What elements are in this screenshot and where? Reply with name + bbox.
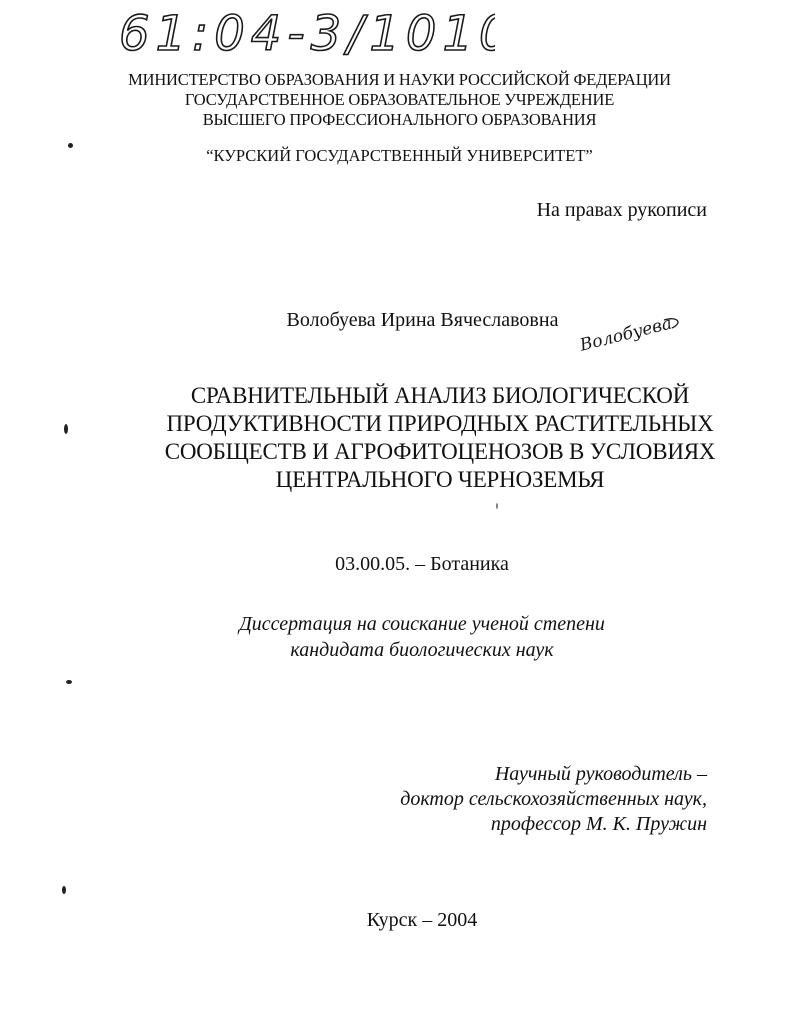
thesis-title-line: ПРОДУКТИВНОСТИ ПРИРОДНЫХ РАСТИТЕЛЬНЫХ (166, 411, 714, 436)
signature-text: Волобуева (577, 313, 675, 352)
supervisor-role: Научный руководитель – (494, 763, 707, 785)
registration-code-text: 61:04-3/1010 (119, 6, 495, 60)
institution-type-line: ГОСУДАРСТВЕННОЕ ОБРАЗОВАТЕЛЬНОЕ УЧРЕЖДЕНИЕ (184, 90, 615, 109)
scan-speck (64, 424, 68, 434)
scan-speck (496, 503, 498, 509)
manuscript-note: На правах рукописи (536, 199, 707, 221)
degree-statement (0, 611, 799, 663)
thesis-title-line: ЦЕНТРАЛЬНОГО ЧЕРНОЗЕМЬЯ (275, 467, 605, 492)
ministry-line: МИНИСТЕРСТВО ОБРАЗОВАНИЯ И НАУКИ РОССИЙСКОЙ ФЕДЕРАЦИИ (128, 70, 671, 89)
education-level-line: ВЫСШЕГО ПРОФЕССИОНАЛЬНОГО ОБРАЗОВАНИЯ (202, 110, 597, 129)
scan-speck (62, 886, 66, 894)
university-name: “КУРСКИЙ ГОСУДАРСТВЕННЫЙ УНИВЕРСИТЕТ” (206, 146, 593, 165)
author-signature (572, 300, 692, 352)
degree-line: кандидата биологических наук (290, 639, 554, 661)
author-name-text: Волобуева Ирина Вячеславовна (286, 309, 559, 331)
degree-line: Диссертация на соискание ученой степени (239, 613, 605, 635)
scan-speck (68, 143, 73, 148)
supervisor-name: профессор М. К. Пружин (490, 813, 707, 835)
thesis-title-line: СООБЩЕСТВ И АГРОФИТОЦЕНОЗОВ В УСЛОВИЯХ (164, 439, 716, 464)
thesis-title (120, 382, 760, 494)
institution-header (0, 70, 799, 130)
specialty: 03.00.05. – Ботаника (335, 553, 509, 575)
supervisor-block (400, 762, 707, 837)
thesis-title-line: СРАВНИТЕЛЬНЫЙ АНАЛИЗ БИОЛОГИЧЕСКОЙ (190, 383, 690, 408)
scan-speck (66, 680, 72, 684)
supervisor-degree: доктор сельскохозяйственных наук, (400, 788, 707, 810)
place-and-year: Курск – 2004 (366, 909, 478, 931)
handwritten-registration-code (115, 2, 495, 60)
